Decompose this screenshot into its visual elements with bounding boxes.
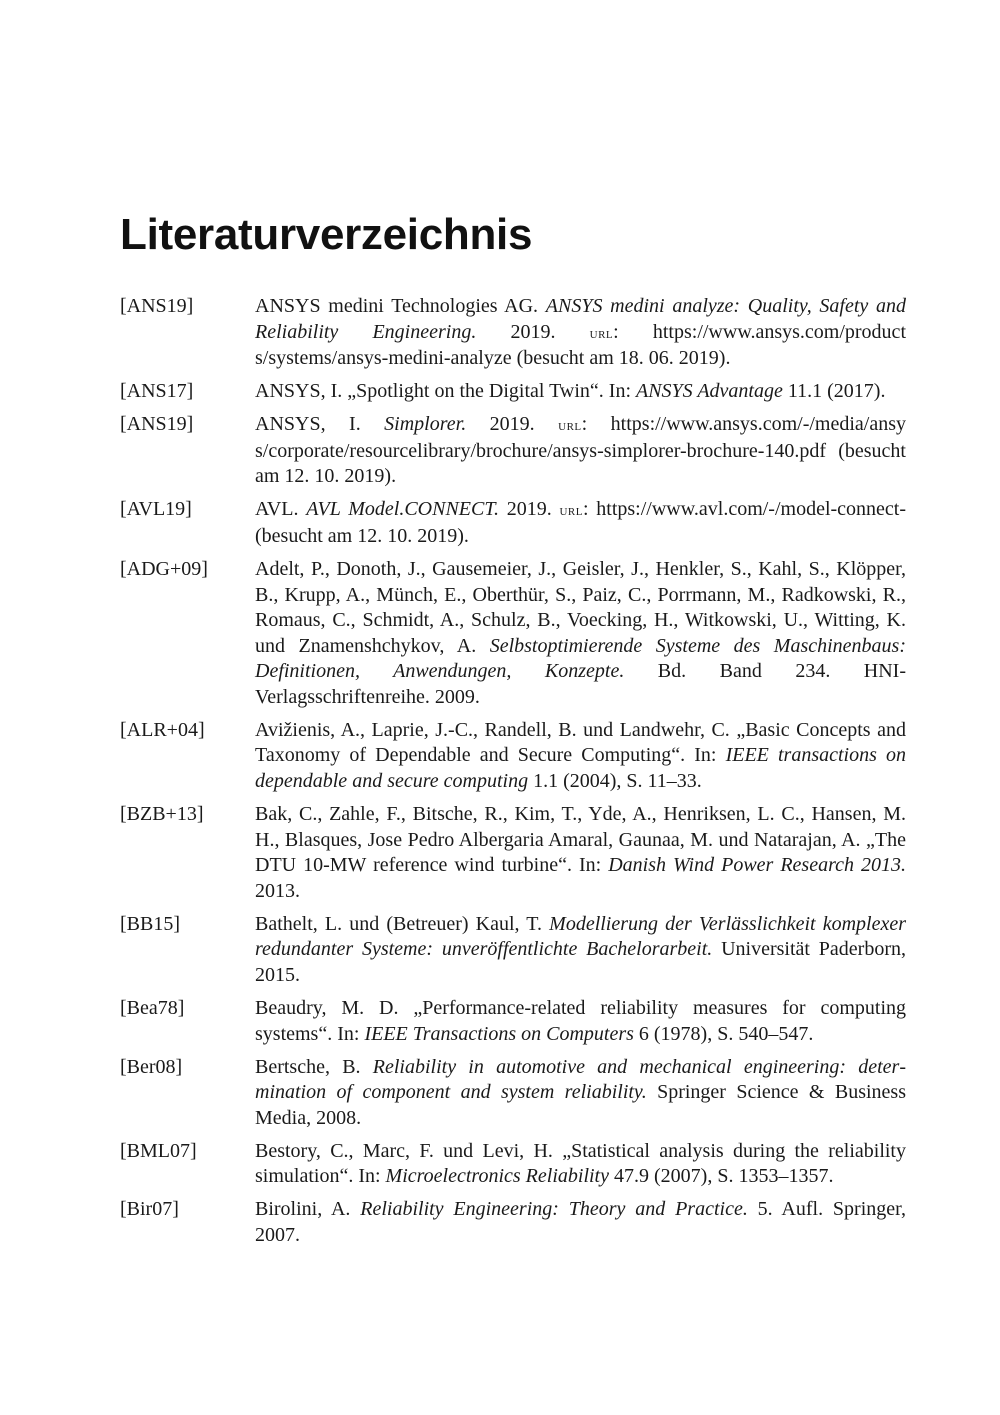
bib-text-segment: 6 (1978), S. 540–547. — [633, 1022, 814, 1045]
bib-text — [255, 912, 906, 989]
bib-text — [255, 996, 906, 1047]
bib-key: [ADG+09] — [120, 557, 208, 580]
bib-key: [AVL19] — [120, 498, 192, 521]
bib-text-segment: Beaudry, M. D. „Performance-related reliability measures for computing systems“. In: — [255, 996, 906, 1045]
bib-key: [BB15] — [120, 912, 180, 935]
bib-entry — [120, 1055, 906, 1132]
bib-entry — [120, 996, 906, 1047]
url-label: url — [559, 502, 583, 520]
bib-text-segment: AVL. — [255, 498, 307, 521]
bib-text — [255, 379, 906, 405]
bib-text — [255, 497, 906, 549]
bib-title: Reliability in automotive and mechanical engineering: determination of component and system reliability. — [255, 1055, 906, 1104]
bib-entry — [120, 379, 906, 405]
bib-key: [Bir07] — [120, 1198, 179, 1221]
bib-text-segment: ANSYS, I. — [255, 413, 385, 436]
bib-entry — [120, 412, 906, 490]
bib-key: [ANS19] — [120, 295, 194, 317]
bib-key: [ALR+04] — [120, 718, 205, 741]
bib-text-segment: Bestory, C., Marc, F. und Levi, H. „Statistical analysis during the reliability simulation“. In: — [255, 1139, 906, 1188]
bib-entry — [120, 1197, 906, 1248]
bib-text-segment: : https://www.avl.com/-/mode​l-connect- (besucht am 12. 10. 2019). — [255, 498, 907, 547]
bib-key: [Ber08] — [120, 1055, 183, 1078]
bib-entry — [120, 497, 906, 549]
bib-title: Reliability Engineering: Theory and Practice. — [360, 1198, 748, 1221]
bib-text-segment: Bathelt, L. und (Betreuer) Kaul, T. — [255, 912, 550, 935]
bib-title: Simplorer. — [384, 413, 467, 436]
bib-title: Danish Wind Power Research 2013. — [608, 854, 907, 877]
bib-title: IEEE transactions on dependable and secure computing — [255, 744, 906, 793]
bib-title: ANSYS Advantage — [636, 380, 783, 403]
bib-text-segment: Bertsche, B. — [255, 1055, 373, 1078]
bib-text — [255, 1055, 906, 1132]
bib-text-segment: Bak, C., Zahle, F., Bitsche, R., Kim, T., Yde, A., Henriksen, L. C., Hansen, M. H., Blasques, Jose Pedro Albergaria Amaral, Gaunaa, M. und Natarajan, A. „The DTU 10-MW reference wind turbine“. In: — [255, 803, 906, 877]
bib-text-segment: : https://www.ansys.com/-/media/ansy​s/corporate/resourcelibrary/brochure/ansys-simplorer-brochure-140.pdf (besucht am 12. 10. 2019). — [255, 413, 907, 488]
bib-text-segment: ANSYS, I. „Spotlight on the Digital Twin“. In: — [255, 380, 636, 403]
bib-text-segment: 5. Aufl. Springer, 2007. — [255, 1198, 906, 1246]
bib-entry — [120, 912, 906, 989]
bib-title: Microelectronics Reliability — [385, 1165, 609, 1188]
bib-text-segment: 11.1 (2017). — [782, 380, 886, 403]
bib-text-segment: 47.9 (2007), S. 1353–1357. — [609, 1165, 834, 1188]
bib-entry — [120, 294, 906, 372]
bib-text-segment: ANSYS medini Technologies AG. — [255, 295, 546, 317]
bib-text — [255, 412, 906, 490]
bib-title: AVL Model.CONNECT. — [306, 498, 499, 521]
bib-text-segment: 2019. — [498, 498, 560, 521]
bib-title: Modellierung der Verlässlichkeit komplexer redundanter Systeme: unveröffentlichte Bachelorarbeit. — [255, 912, 906, 961]
url-label: url — [589, 324, 614, 342]
bib-text-segment: Universität Paderborn, 2015. — [255, 938, 906, 986]
bib-title: ANSYS medini analyze: Quality, Safety and Reliability Engineering. — [255, 295, 906, 343]
bib-text-segment: : https://www.ansys.com/product​s/systems/ansys-medini-analyze (besucht am 18. 06. 2019). — [255, 320, 906, 370]
bib-key: [ANS17] — [120, 380, 194, 403]
bib-title: Selbstoptimierende Systeme des Maschinenbaus: Definitionen, Anwendungen, Konzepte. — [255, 634, 906, 683]
bib-entry — [120, 718, 906, 795]
bib-text — [255, 1197, 906, 1248]
bib-entry — [120, 557, 906, 711]
bib-text-segment: 1.1 (2004), S. 11–33. — [528, 770, 702, 793]
bib-text-segment: Birolini, A. — [255, 1198, 361, 1221]
bib-text-segment: Springer Science & Business Media, 2008. — [255, 1081, 906, 1129]
bib-text — [255, 557, 906, 711]
bib-text — [255, 718, 906, 795]
bib-entry — [120, 802, 906, 904]
bib-text-segment: 2013. — [255, 879, 300, 902]
page-title: Literaturverzeichnis — [120, 210, 533, 259]
bib-key: [BML07] — [120, 1139, 197, 1162]
bib-text-segment: Adelt, P., Donoth, J., Gausemeier, J., Geisler, J., Henkler, S., Kahl, S., Klöpper, B., Krupp, A., Münch, E., Oberthür, S., Paiz, C., Porrmann, M., Radkowski, R., Romaus, C., Schmidt, A., Schulz, B., Voecking, H., Witkowski, U., Witting, K. und Znamenshchykov, A. — [255, 557, 906, 657]
bib-text-segment: 2019. — [476, 320, 590, 343]
bib-text-segment: 2019. — [466, 413, 559, 436]
bib-title: IEEE Transactions on Computers — [364, 1022, 634, 1045]
bib-text — [255, 802, 906, 904]
bib-entry — [120, 1139, 906, 1190]
bib-text-segment: Bd. Band 234. HNI-Verlagsschriftenreihe. 2009. — [255, 660, 906, 708]
bib-text — [255, 294, 906, 372]
bibliography-list — [120, 294, 906, 1256]
url-label: url — [558, 417, 582, 435]
bib-key: [BZB+13] — [120, 803, 204, 826]
bib-text — [255, 1139, 906, 1190]
bib-text-segment: Avižienis, A., Laprie, J.-C., Randell, B. und Landwehr, C. „Basic Concepts and Taxonomy of Dependable and Secure Computing“. In: — [255, 718, 906, 767]
bib-key: [Bea78] — [120, 996, 185, 1019]
bib-key: [ANS19] — [120, 413, 194, 436]
